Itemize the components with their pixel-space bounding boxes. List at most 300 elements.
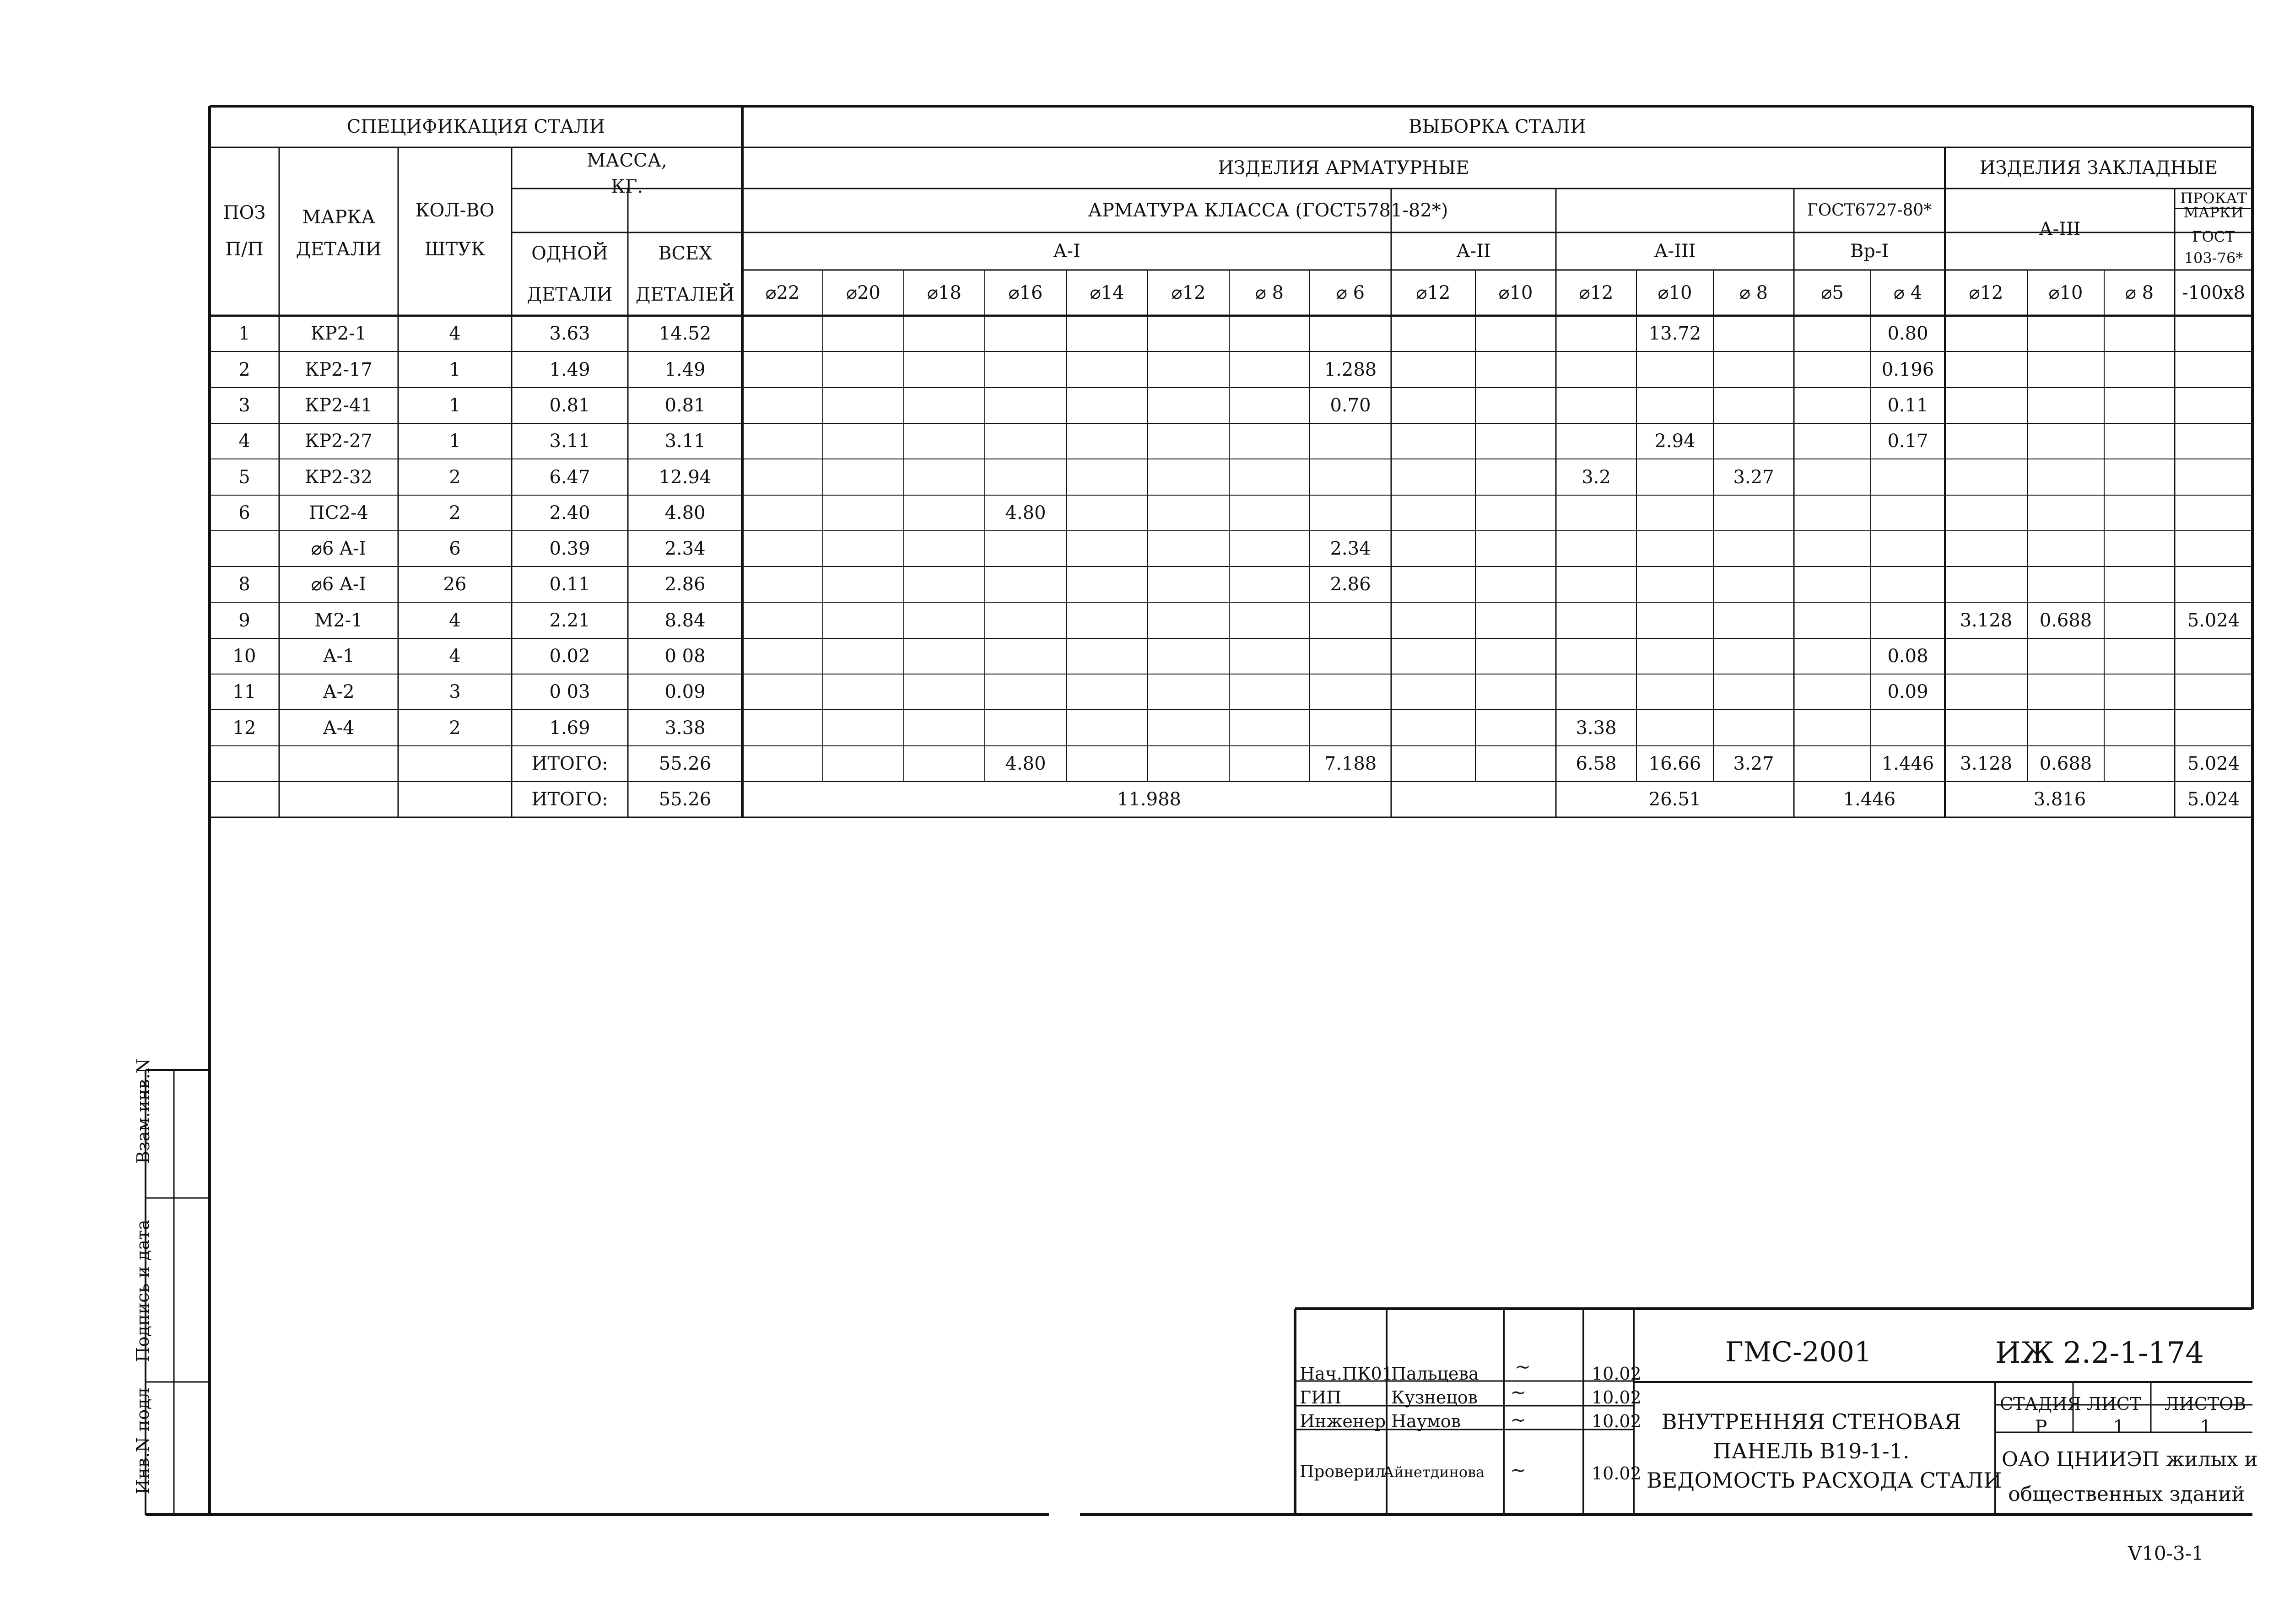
row-pos: 10 [232, 646, 256, 667]
row-value [2175, 674, 2252, 710]
row-value [1636, 567, 1713, 602]
row-value [1871, 602, 1945, 638]
row-value [2027, 674, 2104, 710]
row-value [1391, 316, 1475, 351]
role-gip: ГИП [1300, 1387, 1342, 1408]
row-value [1066, 531, 1148, 567]
row-value [1066, 710, 1148, 746]
row-value [1066, 602, 1148, 638]
class-a3-header: А-III [1654, 241, 1696, 262]
total1-cell: 1.446 [1881, 753, 1934, 774]
row-value [742, 531, 823, 567]
row-mass-all: 2.86 [664, 574, 706, 595]
row-value [1066, 567, 1148, 602]
row-value [1475, 351, 1556, 388]
row-value [2175, 316, 2252, 351]
total1-cell [1391, 746, 1475, 782]
row-value: 4.80 [1005, 502, 1046, 523]
row-value [2175, 423, 2252, 459]
row-mark: КР2-32 [305, 466, 373, 488]
row-value [1713, 710, 1794, 746]
row-value [1391, 531, 1475, 567]
row-qty: 4 [449, 646, 461, 667]
row-value [1310, 710, 1391, 746]
row-value: 3.128 [1960, 610, 2013, 631]
row-value [2175, 351, 2252, 388]
row-value [1148, 388, 1229, 423]
sheets-value: 1 [2200, 1417, 2212, 1438]
row-value [1871, 567, 1945, 602]
row-qty: 2 [449, 466, 461, 488]
diameter-header: ⌀ 8 [1255, 282, 1284, 303]
rebar-class-header: АРМАТУРА КЛАССА (ГОСТ5781-82*) [1088, 200, 1448, 221]
diameter-header: ⌀18 [927, 282, 961, 303]
row-mark: КР2-41 [305, 395, 373, 416]
spec-title: СПЕЦИФИКАЦИЯ СТАЛИ [346, 116, 605, 137]
doc-title-2: ПАНЕЛЬ В19-1-1. [1713, 1439, 1910, 1463]
row-value [823, 531, 904, 567]
row-value: 0.17 [1887, 431, 1928, 452]
row-value [1475, 423, 1556, 459]
row-value [2104, 710, 2175, 746]
row-value [1229, 602, 1310, 638]
row-pos: 8 [238, 574, 250, 595]
gost-wire-header: ГОСТ6727-80* [1807, 201, 1932, 220]
row-value [1794, 459, 1871, 495]
row-value [1945, 388, 2027, 423]
row-value [2175, 388, 2252, 423]
row-value [742, 674, 823, 710]
row-value [2027, 495, 2104, 531]
row-mass-all: 3.11 [664, 431, 706, 452]
row-value [1066, 638, 1148, 674]
sheet-value: 1 [2113, 1417, 2125, 1438]
row-value [823, 388, 904, 423]
row-value: 0.11 [1887, 395, 1928, 416]
total1-cell [1229, 746, 1310, 782]
col-one-1: ОДНОЙ [531, 243, 608, 264]
signature-4: ~ [1510, 1459, 1527, 1481]
date-engineer: 10.02 [1592, 1411, 1641, 1431]
row-value [2175, 567, 2252, 602]
col-one-2: ДЕТАЛИ [527, 284, 613, 305]
row-pos [210, 531, 279, 567]
row-value [2104, 602, 2175, 638]
row-value [1556, 602, 1636, 638]
row-value: 3.38 [1576, 717, 1617, 739]
total2-label: ИТОГО: [531, 789, 608, 810]
row-value [1556, 495, 1636, 531]
row-value [1556, 423, 1636, 459]
row-value [1794, 351, 1871, 388]
row-qty: 4 [449, 610, 461, 631]
name-checked: Айнетдинова [1383, 1463, 1485, 1481]
diameter-header: ⌀12 [1579, 282, 1614, 303]
row-qty: 26 [443, 574, 467, 595]
row-value [1556, 351, 1636, 388]
row-mass-all: 0.09 [664, 681, 706, 702]
row-value [904, 674, 985, 710]
row-value [1945, 351, 2027, 388]
row-value [1475, 567, 1556, 602]
row-value [2175, 495, 2252, 531]
row-mass-all: 12.94 [659, 466, 712, 488]
total1-cell [2104, 746, 2175, 782]
row-mass-all: 3.38 [664, 717, 706, 739]
row-value [1148, 459, 1229, 495]
diameter-header: ⌀ 6 [1336, 282, 1365, 303]
row-value [1310, 459, 1391, 495]
row-value [1229, 316, 1310, 351]
row-value: 2.94 [1654, 431, 1695, 452]
date-gip: 10.02 [1592, 1387, 1641, 1408]
row-value [2104, 531, 2175, 567]
row-pos: 2 [238, 359, 250, 380]
row-value [1310, 316, 1391, 351]
row-value [904, 388, 985, 423]
row-value [1713, 351, 1794, 388]
rebar-products-header: ИЗДЕЛИЯ АРМАТУРНЫЕ [1218, 157, 1469, 178]
row-value [1229, 531, 1310, 567]
row-value [742, 423, 823, 459]
row-value [1148, 495, 1229, 531]
row-value [1794, 674, 1871, 710]
diameter-header: ⌀12 [1969, 282, 2003, 303]
row-mass-all: 1.49 [664, 359, 706, 380]
row-mark: КР2-1 [310, 323, 367, 344]
row-pos: 11 [232, 681, 256, 702]
row-value [742, 602, 823, 638]
row-value [1556, 531, 1636, 567]
row-mass-all: 8.84 [664, 610, 706, 631]
row-value [1794, 602, 1871, 638]
rolled-gost-1: ГОСТ [2192, 228, 2235, 246]
row-value: 3.27 [1733, 466, 1774, 488]
total1-cell: 7.188 [1324, 753, 1377, 774]
row-value [904, 638, 985, 674]
row-value [823, 710, 904, 746]
row-value [823, 638, 904, 674]
class-bp1-header: Вр-I [1850, 241, 1889, 262]
row-value [2027, 459, 2104, 495]
row-value [1713, 602, 1794, 638]
row-mark: ⌀6 A-I [311, 538, 367, 559]
row-mark: КР2-17 [305, 359, 373, 380]
row-value [742, 495, 823, 531]
row-value [1391, 602, 1475, 638]
row-value [1475, 495, 1556, 531]
row-value [823, 602, 904, 638]
side-stamp-sign-date: Подпись и дата [133, 1219, 153, 1362]
row-value [1713, 316, 1794, 351]
row-value [1229, 567, 1310, 602]
row-mark: ⌀6 A-I [311, 574, 367, 595]
row-value [1066, 351, 1148, 388]
row-value [985, 423, 1066, 459]
row-value [1945, 531, 2027, 567]
row-value [904, 567, 985, 602]
row-mass-all: 0 08 [664, 646, 706, 667]
row-value [742, 638, 823, 674]
row-value [2104, 674, 2175, 710]
class-a2-header: А-II [1456, 241, 1491, 262]
row-value [985, 316, 1066, 351]
row-value [1945, 423, 2027, 459]
diameter-header: ⌀16 [1008, 282, 1043, 303]
row-value [2175, 710, 2252, 746]
row-value [1391, 423, 1475, 459]
col-pos-1: ПОЗ [223, 202, 266, 223]
row-value: 0.09 [1887, 681, 1928, 702]
side-stamp-vzam: Взам.инв.N [133, 1058, 153, 1164]
row-value [2175, 459, 2252, 495]
row-value [1391, 674, 1475, 710]
total1-cell: 5.024 [2187, 753, 2240, 774]
row-pos: 9 [238, 610, 250, 631]
row-value [1794, 388, 1871, 423]
row-value [1391, 567, 1475, 602]
row-pos: 3 [238, 395, 250, 416]
row-value [1066, 423, 1148, 459]
row-value [985, 459, 1066, 495]
row-value [823, 567, 904, 602]
sheets-label: ЛИСТОВ [2165, 1394, 2246, 1414]
row-value: 2.86 [1330, 574, 1371, 595]
row-value [1713, 388, 1794, 423]
doc-title-3: ВЕДОМОСТЬ РАСХОДА СТАЛИ [1647, 1468, 2002, 1493]
row-value [1636, 674, 1713, 710]
row-mass-all: 14.52 [659, 323, 712, 344]
row-value: 0.80 [1887, 323, 1928, 344]
row-value [1475, 388, 1556, 423]
row-value [1148, 638, 1229, 674]
row-value [2027, 531, 2104, 567]
row-value [1713, 567, 1794, 602]
col-mass-2: КГ. [610, 176, 643, 197]
row-value [904, 316, 985, 351]
stage-value: Р [2035, 1417, 2047, 1438]
row-mark: А-1 [323, 646, 355, 667]
row-mass-one: 0.11 [549, 574, 590, 595]
row-value [1148, 316, 1229, 351]
row-value [1871, 531, 1945, 567]
row-value [1794, 567, 1871, 602]
row-mass-all: 4.80 [664, 502, 706, 523]
row-value [1310, 495, 1391, 531]
row-mass-one: 2.40 [549, 502, 590, 523]
row-value [2027, 316, 2104, 351]
row-value [2027, 567, 2104, 602]
row-value [985, 602, 1066, 638]
date-checked: 10.02 [1592, 1463, 1641, 1484]
diameter-header: ⌀10 [1658, 282, 1692, 303]
total1-cell [1148, 746, 1229, 782]
row-value [1475, 638, 1556, 674]
row-value [904, 459, 985, 495]
diameter-header: ⌀5 [1821, 282, 1844, 303]
row-value [904, 531, 985, 567]
row-value [1475, 459, 1556, 495]
row-value [1556, 638, 1636, 674]
row-value: 0.688 [2039, 610, 2092, 631]
row-value [985, 567, 1066, 602]
row-mass-one: 0.39 [549, 538, 590, 559]
row-value [1556, 567, 1636, 602]
row-value [1945, 674, 2027, 710]
row-value [985, 531, 1066, 567]
row-mass-one: 3.11 [549, 431, 590, 452]
row-value [1148, 351, 1229, 388]
row-value: 1.288 [1324, 359, 1377, 380]
row-qty: 2 [449, 502, 461, 523]
row-mass-one: 6.47 [549, 466, 590, 488]
total1-cell [823, 746, 904, 782]
row-value [1475, 531, 1556, 567]
row-value [904, 710, 985, 746]
row-value [742, 459, 823, 495]
row-qty: 1 [449, 431, 461, 452]
row-value [1713, 638, 1794, 674]
row-value [1310, 638, 1391, 674]
row-value [1636, 351, 1713, 388]
row-mark: А-2 [323, 681, 355, 702]
row-qty: 1 [449, 395, 461, 416]
col-mass-1: МАССА, [587, 150, 667, 171]
row-value [1945, 710, 2027, 746]
diameter-header: ⌀22 [765, 282, 800, 303]
total2-value: 55.26 [659, 789, 712, 810]
row-value [823, 423, 904, 459]
row-value [1229, 710, 1310, 746]
row-mark: ПС2-4 [309, 502, 368, 523]
row-value: 0.196 [1881, 359, 1934, 380]
doc-code: ИЖ 2.2-1-174 [1995, 1336, 2204, 1370]
class-a1-header: А-I [1053, 241, 1080, 262]
diameter-header: ⌀12 [1171, 282, 1206, 303]
row-value [2104, 567, 2175, 602]
total1-value: 55.26 [659, 753, 712, 774]
row-value [1148, 602, 1229, 638]
row-pos: 6 [238, 502, 250, 523]
selection-title: ВЫБОРКА СТАЛИ [1409, 116, 1586, 137]
row-mass-all: 2.34 [664, 538, 706, 559]
row-value [1794, 710, 1871, 746]
row-value [1713, 423, 1794, 459]
row-value [1636, 531, 1713, 567]
row-value [2104, 316, 2175, 351]
col-qty-1: КОЛ-ВО [415, 200, 495, 221]
row-qty: 2 [449, 717, 461, 739]
total1-cell [1794, 746, 1871, 782]
row-value [1066, 495, 1148, 531]
row-value [2104, 388, 2175, 423]
row-value [1066, 674, 1148, 710]
row-value [1391, 710, 1475, 746]
row-value [1148, 531, 1229, 567]
row-value [985, 674, 1066, 710]
doc-title-1: ВНУТРЕННЯЯ СТЕНОВАЯ [1661, 1409, 1961, 1434]
total2-rolled: 5.024 [2187, 789, 2240, 810]
rolled-header-1: ПРОКАТ [2180, 189, 2247, 207]
total1-cell: 3.27 [1733, 753, 1774, 774]
row-value [1871, 495, 1945, 531]
row-pos: 4 [238, 431, 250, 452]
row-value: 5.024 [2187, 610, 2240, 631]
row-value [2104, 495, 2175, 531]
row-value: 3.2 [1582, 466, 1611, 488]
row-mass-one: 0 03 [549, 681, 590, 702]
row-value [1945, 638, 2027, 674]
total1-cell: 4.80 [1005, 753, 1046, 774]
row-value [2104, 351, 2175, 388]
row-value [742, 567, 823, 602]
row-value [1391, 351, 1475, 388]
row-value [1713, 495, 1794, 531]
row-qty: 1 [449, 359, 461, 380]
total1-label: ИТОГО: [531, 753, 608, 774]
row-value [2104, 423, 2175, 459]
row-value [1148, 567, 1229, 602]
org-name-1: ОАО ЦНИИЭП жилых и [2002, 1448, 2258, 1471]
row-value [1229, 388, 1310, 423]
row-mass-one: 2.21 [549, 610, 590, 631]
row-value [1636, 710, 1713, 746]
row-pos: 5 [238, 466, 250, 488]
row-mass-one: 1.69 [549, 717, 590, 739]
role-engineer: Инженер [1300, 1411, 1386, 1431]
row-value [1945, 567, 2027, 602]
org-name-2: общественных зданий [2008, 1483, 2245, 1506]
diameter-header: -100x8 [2182, 282, 2245, 303]
row-value [1066, 388, 1148, 423]
row-value [1945, 316, 2027, 351]
embedded-products-header: ИЗДЕЛИЯ ЗАКЛАДНЫЕ [1979, 157, 2218, 178]
row-value [1556, 316, 1636, 351]
diameter-header: ⌀14 [1090, 282, 1124, 303]
name-head: Пальцева [1391, 1364, 1479, 1384]
row-value [1310, 602, 1391, 638]
row-value: 13.72 [1648, 323, 1701, 344]
row-value [1636, 388, 1713, 423]
row-value [904, 602, 985, 638]
signature-1: ~ [1515, 1355, 1531, 1378]
row-qty: 6 [449, 538, 461, 559]
row-value [1636, 638, 1713, 674]
row-qty: 4 [449, 323, 461, 344]
diameter-header: ⌀20 [846, 282, 880, 303]
total1-cell: 16.66 [1648, 753, 1701, 774]
row-value [2175, 531, 2252, 567]
row-value [1066, 316, 1148, 351]
col-qty-2: ШТУК [424, 239, 486, 260]
row-value [1475, 316, 1556, 351]
signature-3: ~ [1510, 1408, 1527, 1431]
row-value [985, 388, 1066, 423]
row-value [985, 710, 1066, 746]
rolled-gost-2: 103-76* [2184, 249, 2243, 267]
row-mark: КР2-27 [305, 431, 373, 452]
name-engineer: Наумов [1391, 1411, 1461, 1431]
row-value [1391, 388, 1475, 423]
row-value [1556, 674, 1636, 710]
row-value [1871, 710, 1945, 746]
row-value [1945, 459, 2027, 495]
total2-a3: 26.51 [1648, 789, 1701, 810]
row-value [1636, 495, 1713, 531]
row-mass-one: 0.81 [549, 395, 590, 416]
row-value [1794, 316, 1871, 351]
row-value: 0.70 [1330, 395, 1371, 416]
